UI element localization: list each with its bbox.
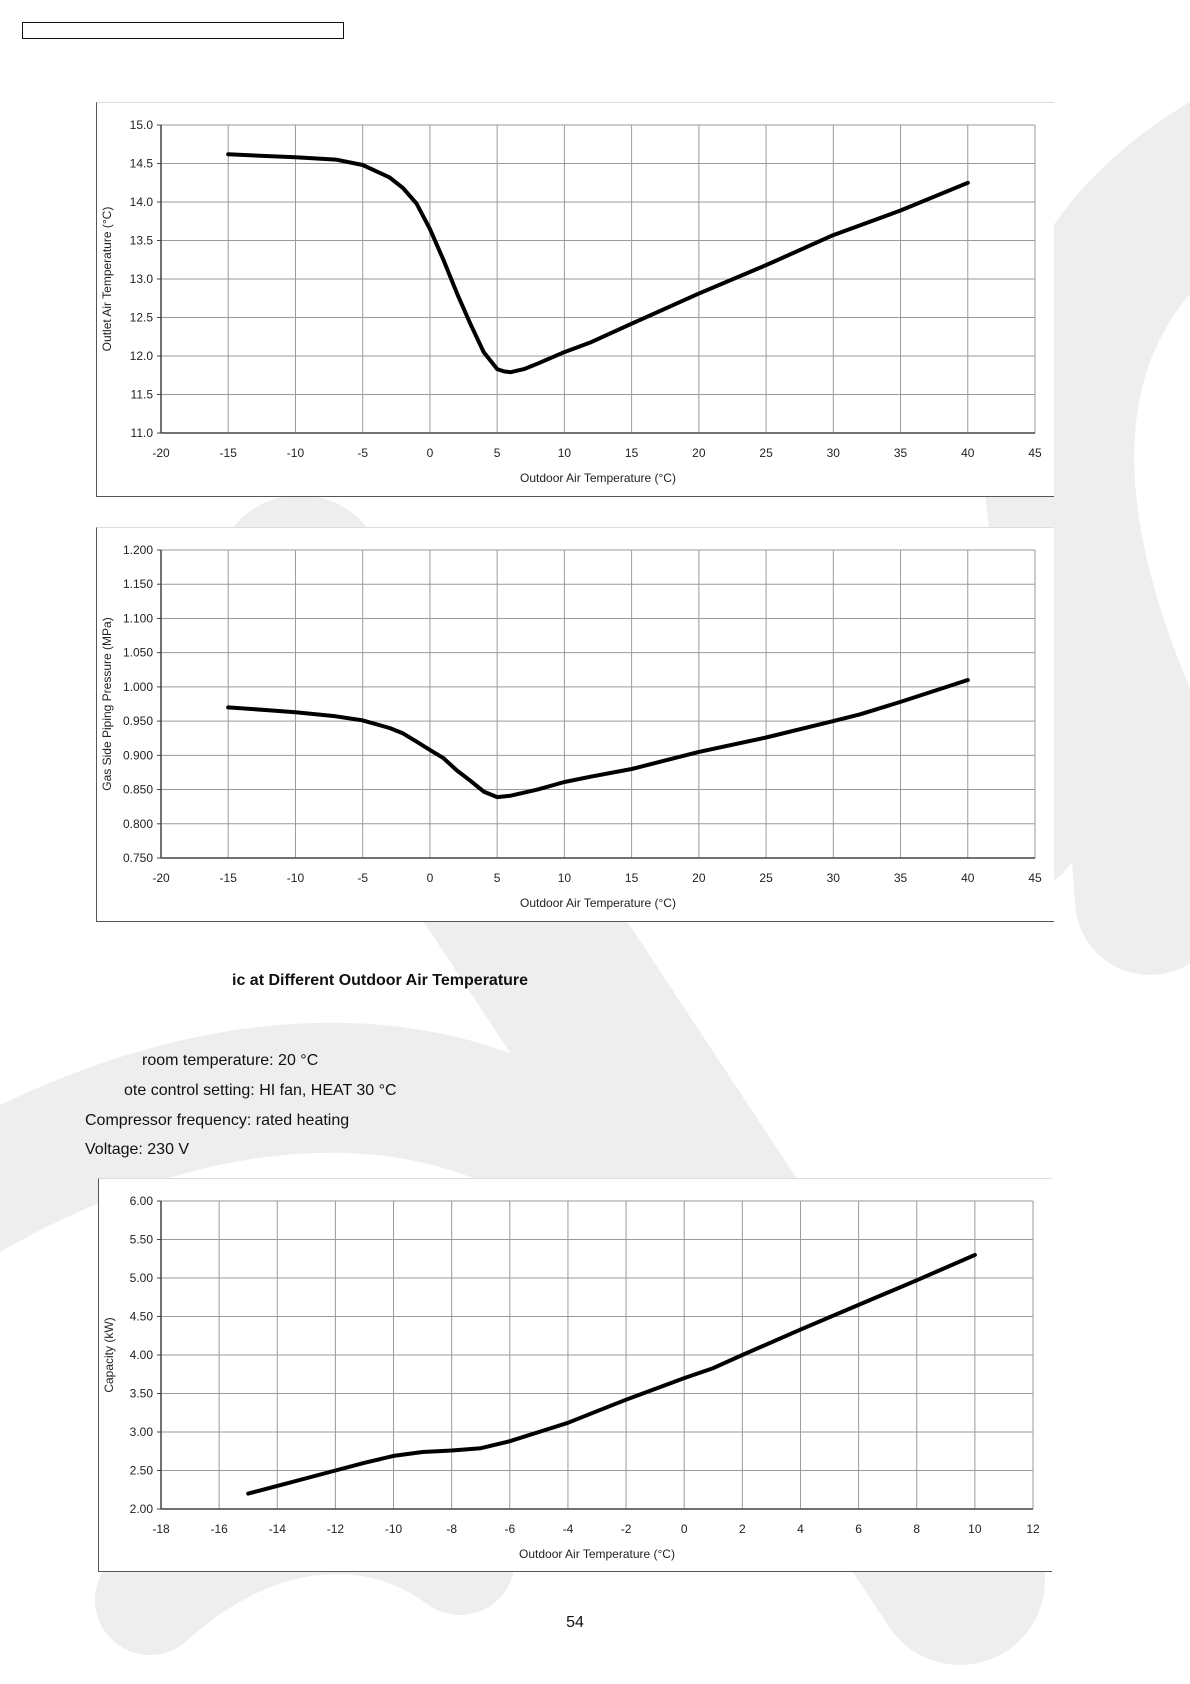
y-tick-label: 14.5	[129, 156, 153, 171]
y-tick-label: 1.100	[122, 611, 153, 626]
x-axis-label: Outdoor Air Temperature (°C)	[520, 471, 676, 485]
x-tick-label: 0	[426, 446, 434, 460]
x-tick-label: -20	[152, 446, 170, 460]
series-line	[228, 680, 968, 797]
y-tick-label: 1.050	[122, 645, 153, 660]
y-tick-label: 0.750	[122, 851, 153, 865]
y-tick-label: 1.150	[122, 577, 153, 592]
x-tick-label: -8	[446, 1522, 458, 1536]
y-tick-label: 15.0	[129, 118, 153, 132]
x-tick-label: 30	[826, 446, 840, 460]
condition-remote-control: ote control setting: HI fan, HEAT 30 °C	[124, 1082, 397, 1099]
x-tick-label: 20	[692, 871, 706, 885]
x-tick-label: 40	[961, 446, 975, 460]
y-tick-label: 14.0	[129, 195, 153, 209]
y-tick-label: 3.50	[129, 1386, 153, 1401]
x-tick-label: -15	[219, 871, 237, 885]
x-tick-label: -14	[268, 1522, 286, 1536]
x-tick-label: 2	[738, 1522, 746, 1536]
x-tick-label: -15	[219, 446, 237, 460]
y-tick-label: 1.000	[122, 679, 153, 694]
x-tick-label: -16	[210, 1522, 228, 1536]
x-tick-label: -18	[152, 1522, 170, 1536]
x-tick-label: 45	[1028, 871, 1042, 885]
x-tick-label: 0	[426, 871, 434, 885]
heating-capacity-chart	[98, 1178, 1052, 1572]
x-tick-label: 35	[893, 871, 908, 885]
x-tick-label: -20	[152, 871, 170, 885]
page-number: 54	[566, 1614, 584, 1631]
series-line	[248, 1255, 975, 1494]
x-tick-label: -10	[286, 871, 305, 885]
x-tick-label: 30	[826, 871, 840, 885]
x-tick-label: -12	[326, 1522, 345, 1536]
x-tick-label: 15	[624, 446, 639, 460]
outlet-air-temperature-chart	[96, 102, 1054, 497]
y-axis-label: Capacity (kW)	[102, 1317, 116, 1393]
y-tick-label: 12.0	[129, 349, 153, 363]
y-tick-label: 11.0	[130, 426, 153, 440]
section-heading: ic at Different Outdoor Air Temperature	[232, 972, 529, 989]
y-tick-label: 0.900	[122, 748, 153, 763]
y-tick-label: 3.00	[129, 1425, 153, 1439]
x-tick-label: -10	[384, 1522, 403, 1536]
x-tick-label: 4	[797, 1522, 804, 1536]
y-tick-label: 5.00	[129, 1271, 153, 1285]
x-axis-label: Outdoor Air Temperature (°C)	[519, 1547, 675, 1561]
condition-room-temperature: room temperature: 20 °C	[142, 1052, 319, 1069]
y-tick-label: 2.50	[129, 1463, 153, 1478]
x-tick-label: -6	[504, 1522, 516, 1536]
x-tick-label: -5	[357, 871, 369, 885]
x-tick-label: 10	[557, 871, 572, 885]
y-tick-label: 4.00	[129, 1348, 153, 1362]
x-tick-label: 10	[557, 446, 572, 460]
x-tick-label: 5	[493, 871, 501, 885]
y-tick-label: 12.5	[129, 310, 153, 325]
x-tick-label: -5	[357, 446, 369, 460]
series-line	[228, 154, 968, 372]
x-tick-label: 8	[913, 1522, 921, 1536]
x-tick-label: 10	[968, 1522, 982, 1536]
header-box	[22, 22, 344, 39]
y-axis-label: Outlet Air Temperature (°C)	[100, 206, 114, 352]
x-tick-label: -10	[286, 446, 305, 460]
y-tick-label: 0.850	[122, 782, 153, 797]
x-tick-label: 45	[1028, 446, 1042, 460]
gas-side-pressure-chart	[96, 527, 1054, 922]
y-tick-label: 1.200	[122, 543, 153, 557]
x-axis-label: Outdoor Air Temperature (°C)	[520, 896, 676, 910]
x-tick-label: 15	[624, 871, 639, 885]
x-tick-label: 25	[759, 446, 773, 460]
x-tick-label: 12	[1026, 1522, 1040, 1536]
y-tick-label: 13.5	[129, 233, 153, 248]
condition-compressor: Compressor frequency: rated heating	[85, 1112, 350, 1129]
y-tick-label: 13.0	[129, 272, 153, 286]
y-tick-label: 5.50	[129, 1232, 153, 1247]
x-tick-label: 20	[692, 446, 706, 460]
y-tick-label: 0.800	[122, 816, 153, 831]
x-tick-label: 0	[680, 1522, 688, 1536]
x-tick-label: -2	[620, 1522, 632, 1536]
x-tick-label: 40	[961, 871, 975, 885]
y-axis-label: Gas Side Piping Pressure (MPa)	[100, 617, 114, 791]
y-tick-label: 6.00	[129, 1194, 153, 1208]
y-tick-label: 2.00	[129, 1502, 153, 1516]
x-tick-label: -4	[562, 1522, 574, 1536]
y-tick-label: 4.50	[129, 1309, 153, 1324]
x-tick-label: 6	[855, 1522, 862, 1536]
y-tick-label: 11.5	[130, 387, 153, 402]
condition-voltage: Voltage: 230 V	[85, 1141, 190, 1158]
x-tick-label: 5	[493, 446, 501, 460]
x-tick-label: 35	[893, 446, 908, 460]
x-tick-label: 25	[759, 871, 773, 885]
y-tick-label: 0.950	[122, 714, 153, 729]
